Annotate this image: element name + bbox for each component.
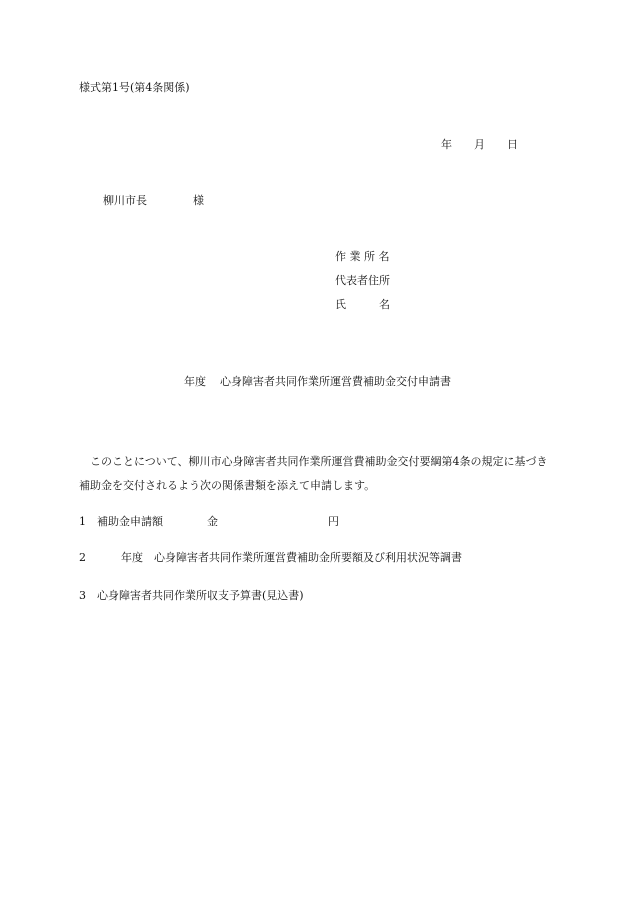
addressee-honorific: 様 <box>193 194 204 207</box>
title-text: 心身障害者共同作業所運営費補助金交付申請書 <box>220 375 451 388</box>
date-line <box>441 138 518 152</box>
item-number: 2 <box>79 551 86 564</box>
item-label: 心身障害者共同作業所運営費補助金所要額及び利用状況等調書 <box>154 551 462 564</box>
date-day: 日 <box>507 138 518 151</box>
date-month: 月 <box>474 138 485 151</box>
applicant-block <box>335 250 390 322</box>
item-label: 補助金申請額 <box>97 515 163 528</box>
addressee-name: 柳川市長 <box>103 194 147 207</box>
item-number: 3 <box>79 589 86 602</box>
list-item-2 <box>79 551 462 565</box>
name-label: 氏 名 <box>335 298 390 311</box>
item-number: 1 <box>79 515 86 528</box>
list-item-1 <box>79 515 339 529</box>
item-nendo: 年度 <box>121 551 143 564</box>
body-paragraph: このことについて、柳川市心身障害者共同作業所運営費補助金交付要綱第4条の規定に基づき補助金を交付されるよう次の関係書類を添えて申請します。 <box>79 455 548 492</box>
title-nendo: 年度 <box>184 375 206 388</box>
form-number: 様式第1号(第4条関係) <box>79 81 190 94</box>
list-item-3 <box>79 589 304 603</box>
date-year: 年 <box>441 138 452 151</box>
representative-address-label: 代表者住所 <box>335 274 390 287</box>
item-yen: 円 <box>328 515 339 528</box>
item-label: 心身障害者共同作業所収支予算書(見込書) <box>97 589 304 602</box>
item-kin: 金 <box>207 515 218 528</box>
document-title <box>184 375 451 389</box>
office-name-label: 作 業 所 名 <box>335 250 390 263</box>
addressee <box>103 194 204 208</box>
